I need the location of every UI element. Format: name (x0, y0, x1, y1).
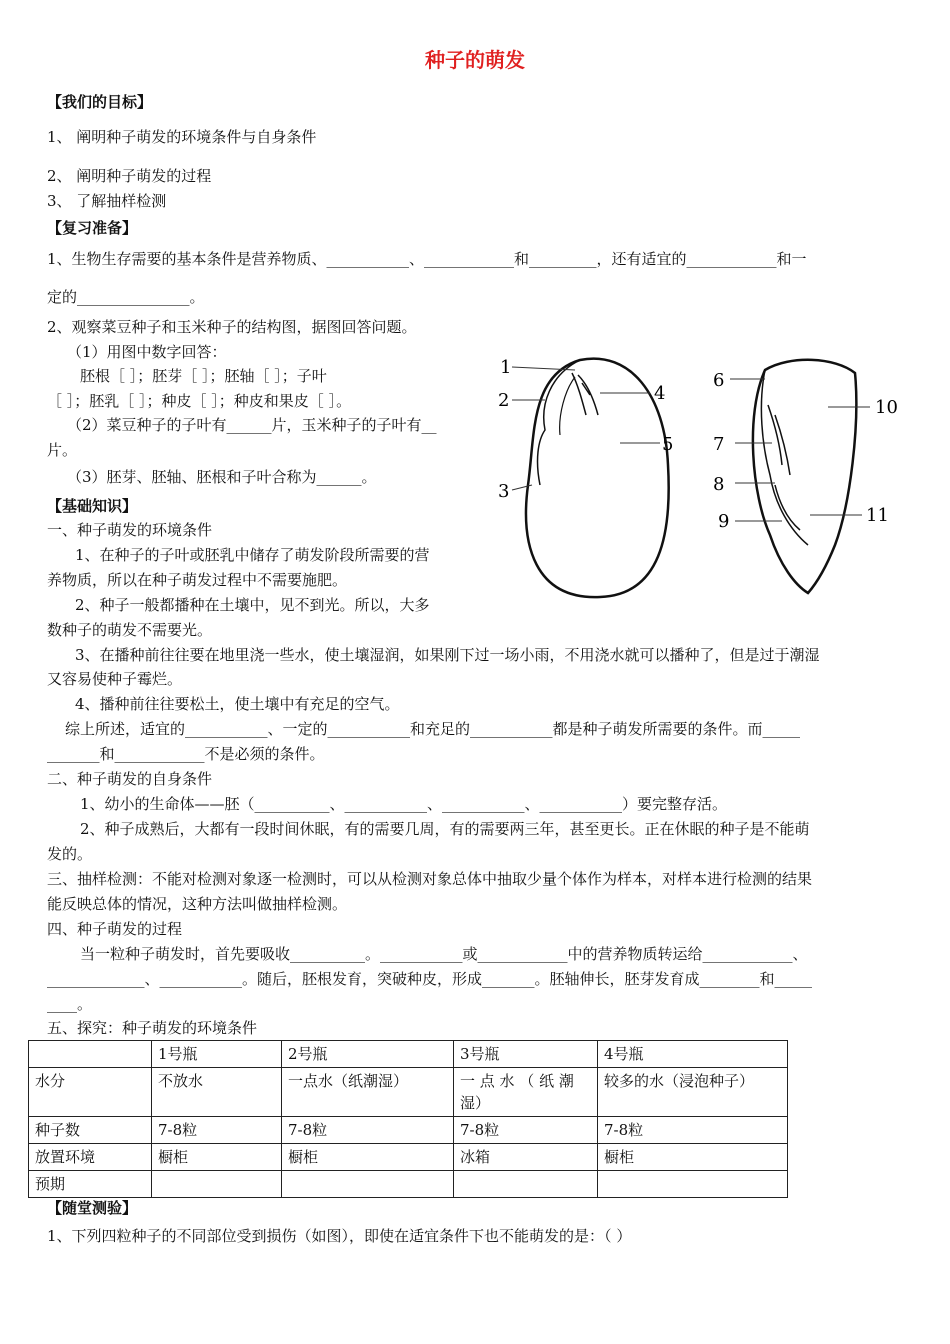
table-cell: 种子数 (29, 1117, 152, 1144)
table-cell: 较多的水（浸泡种子） (598, 1068, 788, 1117)
basics-p2-line2: 数种子的萌发不需要光。 (47, 621, 213, 639)
table-cell: 水分 (29, 1068, 152, 1117)
table-cell: 4号瓶 (598, 1041, 788, 1068)
section-quiz: 【随堂测验】 (47, 1199, 138, 1217)
table-cell: 7-8粒 (152, 1117, 282, 1144)
table-cell (152, 1171, 282, 1198)
basics-summary-line2: _______和____________不是必须的条件。 (47, 745, 325, 763)
table-cell (598, 1171, 788, 1198)
corn-seed-diagram (753, 360, 856, 593)
goal-2: 2、 阐明种子萌发的过程 (47, 167, 212, 185)
germination-line1: 当一粒种子萌发时，首先要吸收__________。___________或____________中的营养物质转运给____________、 (80, 945, 808, 963)
corn-label-10: 10 (875, 397, 898, 418)
table-cell: 7-8粒 (598, 1117, 788, 1144)
goal-1: 1、 阐明种子萌发的环境条件与自身条件 (47, 128, 317, 146)
corn-label-7: 7 (713, 434, 725, 455)
table-header-row (29, 1041, 788, 1068)
experiment-table (28, 1040, 788, 1198)
section-review: 【复习准备】 (47, 219, 138, 237)
table-cell: 预期 (29, 1171, 152, 1198)
corn-label-8: 8 (713, 474, 725, 495)
basics-p2-line1: 2、种子一般都播种在土壤中，见不到光。所以，大多 (75, 596, 430, 614)
table-cell (29, 1041, 152, 1068)
basics-p3-line2: 又容易使种子霉烂。 (47, 670, 183, 688)
basics-self-2-line2: 发的。 (47, 845, 93, 863)
review-q2-2-line2: 片。 (47, 441, 78, 459)
basics-heading-2: 二、种子萌发的自身条件 (47, 770, 213, 788)
review-q2-1-line2: ［ ］；胚乳［ ］；种皮［ ］；种皮和果皮［ ］。 (47, 392, 352, 410)
basics-heading-5: 五、探究：种子萌发的环境条件 (47, 1019, 258, 1037)
basics-self-2-line1: 2、种子成熟后，大都有一段时间休眠，有的需要几周，有的需要两三年，甚至更长。正在休眠的种子是不能萌 (80, 820, 810, 838)
page-title: 种子的萌发 (425, 48, 525, 72)
table-row (29, 1144, 788, 1171)
review-q2-2-line1: （2）菜豆种子的子叶有______片，玉米种子的子叶有__ (67, 416, 437, 434)
germination-line3: ____。 (47, 995, 93, 1013)
bean-label-2: 2 (498, 390, 510, 411)
bean-seed-diagram (526, 359, 669, 598)
corn-label-9: 9 (718, 511, 730, 532)
basics-heading-4: 四、种子萌发的过程 (47, 920, 183, 938)
germination-line2: _____________、___________。随后，胚根发育，突破种皮，形成_______。胚轴伸长，胚芽发育成________和_____ (47, 970, 813, 988)
table-cell: 橱柜 (282, 1144, 454, 1171)
corn-leader-lines (730, 379, 870, 521)
review-q2-1: （1）用图中数字回答： (67, 343, 227, 361)
table-cell: 3号瓶 (454, 1041, 598, 1068)
basics-heading-3-line2: 能反映总体的情况，这种方法叫做抽样检测。 (47, 895, 348, 913)
table-cell: 1号瓶 (152, 1041, 282, 1068)
table-cell: 7-8粒 (282, 1117, 454, 1144)
table-cell: 放置环境 (29, 1144, 152, 1171)
basics-self-1: 1、幼小的生命体——胚（__________、___________、___________、___________）要完整存活。 (80, 795, 728, 813)
table-cell: 橱柜 (152, 1144, 282, 1171)
table-row (29, 1068, 788, 1117)
table-cell (282, 1171, 454, 1198)
bean-label-5: 5 (662, 434, 674, 455)
table-cell: 2号瓶 (282, 1041, 454, 1068)
review-q1-line2: 定的_______________。 (47, 288, 205, 306)
review-q2-1-line1: 胚根［ ］；胚芽［ ］；胚轴［ ］；子叶 (80, 367, 327, 385)
seed-structure-figure (490, 345, 910, 610)
bean-label-1: 1 (500, 357, 512, 378)
table-cell (454, 1171, 598, 1198)
table-cell: 7-8粒 (454, 1117, 598, 1144)
corn-label-11: 11 (866, 505, 889, 526)
quiz-q1: 1、下列四粒种子的不同部位受到损伤（如图），即使在适宜条件下也不能萌发的是：（ ） (47, 1227, 632, 1245)
section-goals: 【我们的目标】 (47, 93, 153, 111)
table-cell: 橱柜 (598, 1144, 788, 1171)
basics-summary-line1: 综上所述，适宜的___________、一定的___________和充足的___________都是种子萌发所需要的条件。而_____ (65, 720, 801, 738)
corn-label-6: 6 (713, 370, 725, 391)
basics-p4: 4、播种前往往要松土，使土壤中有充足的空气。 (75, 695, 400, 713)
review-q2-3: （3）胚芽、胚轴、胚根和子叶合称为______。 (67, 468, 377, 486)
basics-heading-3-line1: 三、抽样检测：不能对检测对象逐一检测时，可以从检测对象总体中抽取少量个体作为样本，对样本进行检测的结果 (47, 870, 813, 888)
review-q1-line1: 1、生物生存需要的基本条件是营养物质、___________、____________和_________，还有适宜的____________和一 (47, 250, 807, 268)
basics-p3-line1: 3、在播种前往往要在地里浇一些水，使土壤湿润，如果刚下过一场小雨，不用浇水就可以播种了，但是过于潮湿 (75, 646, 820, 664)
basics-p1-line1: 1、在种子的子叶或胚乳中储存了萌发阶段所需要的营 (75, 546, 430, 564)
bean-label-3: 3 (498, 481, 510, 502)
table-row (29, 1117, 788, 1144)
bean-label-4: 4 (654, 383, 666, 404)
basics-heading-1: 一、种子萌发的环境条件 (47, 521, 213, 539)
table-cell: 冰箱 (454, 1144, 598, 1171)
table-cell: 不放水 (152, 1068, 282, 1117)
table-cell: 一点水（纸潮湿） (282, 1068, 454, 1117)
table-cell: 一 点 水 （ 纸 潮 湿） (454, 1068, 598, 1117)
review-q2: 2、观察菜豆种子和玉米种子的结构图，据图回答问题。 (47, 318, 417, 336)
section-basics: 【基础知识】 (47, 497, 138, 515)
goal-3: 3、 了解抽样检测 (47, 192, 167, 210)
basics-p1-line2: 养物质，所以在种子萌发过程中不需要施肥。 (47, 571, 348, 589)
table-row (29, 1171, 788, 1198)
